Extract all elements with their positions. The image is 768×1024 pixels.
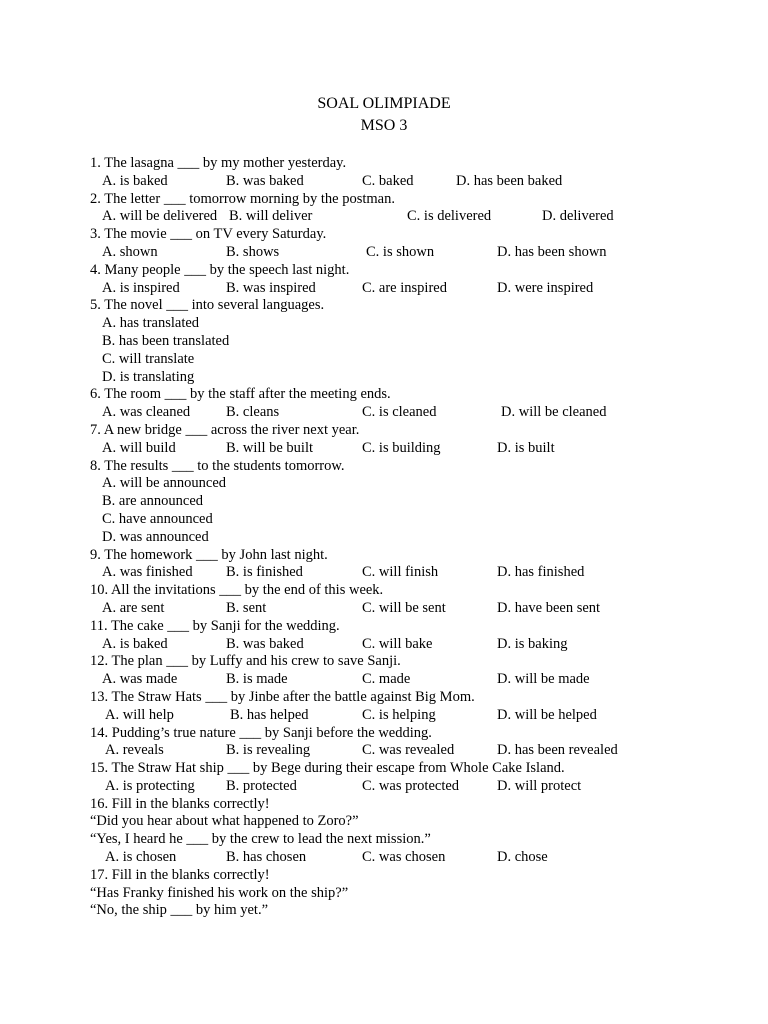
- document-subtitle: MSO 3: [360, 117, 408, 134]
- answer-options-row: [90, 244, 750, 262]
- answer-option: D. will be helped: [497, 706, 597, 723]
- question-list: [90, 155, 750, 920]
- answer-options-row: [90, 849, 750, 867]
- answer-options-row: [90, 208, 750, 226]
- answer-option: C. is shown: [366, 243, 435, 260]
- answer-option: B. has chosen: [226, 849, 307, 866]
- answer-option: A. is inspired: [102, 279, 180, 296]
- answer-option: A. is protecting: [105, 777, 195, 794]
- answer-option: A. will be delivered: [102, 208, 218, 225]
- dialogue-text: “Has Franky finished his work on the ship?”: [90, 884, 349, 901]
- answer-option: B. protected: [226, 777, 297, 794]
- question-text-row: [90, 386, 750, 404]
- answer-options-row: [90, 742, 750, 760]
- answer-option: C. are inspired: [362, 279, 447, 296]
- answer-option: B. sent: [226, 599, 267, 616]
- dialogue-line: [90, 831, 750, 849]
- question-text-row: [90, 422, 750, 440]
- answer-option: A. is baked: [102, 172, 168, 189]
- dialogue-line: [90, 885, 750, 903]
- answer-option: D. has been shown: [497, 243, 607, 260]
- question-text-row: [90, 689, 750, 707]
- question-text: 7. A new bridge ___ across the river next year.: [90, 421, 360, 438]
- answer-option: C. was protected: [362, 777, 460, 794]
- question-text-row: [90, 191, 750, 209]
- question-text-row: [90, 867, 750, 885]
- answer-option: C. is building: [362, 439, 441, 456]
- question-text: 9. The homework ___ by John last night.: [90, 546, 328, 563]
- question-text: 10. All the invitations ___ by the end of this week.: [90, 582, 384, 599]
- answer-option: B. has helped: [230, 706, 309, 723]
- answer-option: D. will be made: [497, 671, 590, 688]
- question-text: 6. The room ___ by the staff after the meeting ends.: [90, 386, 391, 403]
- answer-option: D. were inspired: [497, 279, 594, 296]
- answer-options-row: [90, 671, 750, 689]
- answer-option: D. will protect: [497, 777, 582, 794]
- question-text: 1. The lasagna ___ by my mother yesterday.: [90, 155, 347, 171]
- answer-option: C. will translate: [102, 350, 195, 367]
- answer-options-row: [90, 280, 750, 298]
- dialogue-line: [90, 813, 750, 831]
- answer-option: B. was baked: [226, 172, 304, 189]
- answer-option-row: [90, 511, 750, 529]
- answer-option: B. will be built: [226, 439, 313, 456]
- answer-option: C. was chosen: [362, 849, 446, 866]
- answer-option-row: [90, 351, 750, 369]
- answer-option: C. is delivered: [407, 208, 492, 225]
- answer-options-row: [90, 173, 750, 191]
- answer-options-row: [90, 778, 750, 796]
- answer-option: B. are announced: [102, 493, 204, 510]
- answer-option-row: [90, 333, 750, 351]
- answer-options-row: [90, 440, 750, 458]
- answer-option: B. will deliver: [229, 208, 313, 225]
- answer-options-row: [90, 404, 750, 422]
- answer-option: A. are sent: [102, 599, 165, 616]
- question-text: 4. Many people ___ by the speech last night.: [90, 261, 350, 278]
- answer-option: D. is translating: [102, 368, 195, 385]
- question-text-row: [90, 653, 750, 671]
- answer-option: D. will be cleaned: [501, 404, 607, 421]
- answer-option: D. chose: [497, 849, 548, 866]
- answer-option: C. is cleaned: [362, 404, 437, 421]
- answer-option: A. shown: [102, 243, 158, 260]
- answer-option: A. was cleaned: [102, 404, 191, 421]
- answer-option: C. will bake: [362, 635, 433, 652]
- answer-option: A. is baked: [102, 635, 168, 652]
- answer-option: C. have announced: [102, 510, 213, 527]
- question-text-row: [90, 226, 750, 244]
- answer-option: D. is built: [497, 439, 555, 456]
- answer-option: B. is finished: [226, 564, 303, 581]
- question-text: 11. The cake ___ by Sanji for the wedding.: [90, 617, 340, 634]
- answer-option: A. is chosen: [105, 849, 177, 866]
- question-text: 15. The Straw Hat ship ___ by Bege during their escape from Whole Cake Island.: [90, 760, 565, 777]
- answer-option: D. has finished: [497, 564, 585, 581]
- question-text-row: [90, 796, 750, 814]
- answer-option-row: [90, 369, 750, 387]
- question-text: 17. Fill in the blanks correctly!: [90, 866, 270, 883]
- question-text: 5. The novel ___ into several languages.: [90, 297, 325, 314]
- answer-option: B. is revealing: [226, 742, 311, 759]
- answer-option: C. will finish: [362, 564, 439, 581]
- answer-option: D. has been revealed: [497, 742, 618, 759]
- question-text-row: [90, 760, 750, 778]
- question-text: 3. The movie ___ on TV every Saturday.: [90, 226, 327, 243]
- answer-option: A. will help: [105, 706, 174, 723]
- answer-option: D. delivered: [542, 208, 614, 225]
- answer-option: A. reveals: [105, 742, 164, 759]
- answer-option: B. was inspired: [226, 279, 316, 296]
- answer-option: C. will be sent: [362, 599, 446, 616]
- answer-option: C. was revealed: [362, 742, 455, 759]
- question-text: 2. The letter ___ tomorrow morning by the postman.: [90, 190, 395, 207]
- question-text-row: [90, 297, 750, 315]
- question-text-row: [90, 458, 750, 476]
- question-text-row: [90, 618, 750, 636]
- dialogue-text: “Did you hear about what happened to Zoro?”: [90, 813, 359, 830]
- question-text: 14. Pudding’s true nature ___ by Sanji before the wedding.: [90, 724, 432, 741]
- dialogue-text: “No, the ship ___ by him yet.”: [90, 902, 269, 919]
- dialogue-line: [90, 902, 750, 920]
- answer-options-row: [90, 707, 750, 725]
- answer-option-row: [90, 493, 750, 511]
- question-text: 13. The Straw Hats ___ by Jinbe after the battle against Big Mom.: [90, 688, 475, 705]
- answer-option: D. is baking: [497, 635, 568, 652]
- question-text-row: [90, 582, 750, 600]
- answer-option-row: [90, 315, 750, 333]
- answer-option-row: [90, 475, 750, 493]
- question-text: 8. The results ___ to the students tomorrow.: [90, 457, 345, 474]
- answer-option-row: [90, 529, 750, 547]
- question-text-row: [90, 547, 750, 565]
- answer-option: B. cleans: [226, 404, 280, 421]
- question-text-row: [90, 155, 750, 173]
- answer-option: D. was announced: [102, 528, 209, 545]
- answer-option: C. baked: [362, 172, 414, 189]
- answer-option: B. has been translated: [102, 332, 230, 349]
- answer-option: B. is made: [226, 671, 288, 688]
- answer-option: B. shows: [226, 243, 280, 260]
- document-title: SOAL OLIMPIADE: [317, 95, 451, 112]
- answer-option: C. made: [362, 671, 411, 688]
- question-text-row: [90, 725, 750, 743]
- answer-options-row: [90, 636, 750, 654]
- answer-option: A. will build: [102, 439, 176, 456]
- question-text: 12. The plan ___ by Luffy and his crew to save Sanji.: [90, 653, 401, 670]
- answer-options-row: [90, 564, 750, 582]
- answer-option: A. will be announced: [102, 475, 227, 492]
- dialogue-text: “Yes, I heard he ___ by the crew to lead the next mission.”: [90, 831, 431, 848]
- answer-option: B. was baked: [226, 635, 304, 652]
- question-text: 16. Fill in the blanks correctly!: [90, 795, 270, 812]
- answer-option: A. was finished: [102, 564, 193, 581]
- answer-option: C. is helping: [362, 706, 436, 723]
- answer-option: D. has been baked: [456, 172, 563, 189]
- answer-option: A. was made: [102, 671, 178, 688]
- question-text-row: [90, 262, 750, 280]
- answer-option: D. have been sent: [497, 599, 601, 616]
- answer-option: A. has translated: [102, 315, 200, 332]
- answer-options-row: [90, 600, 750, 618]
